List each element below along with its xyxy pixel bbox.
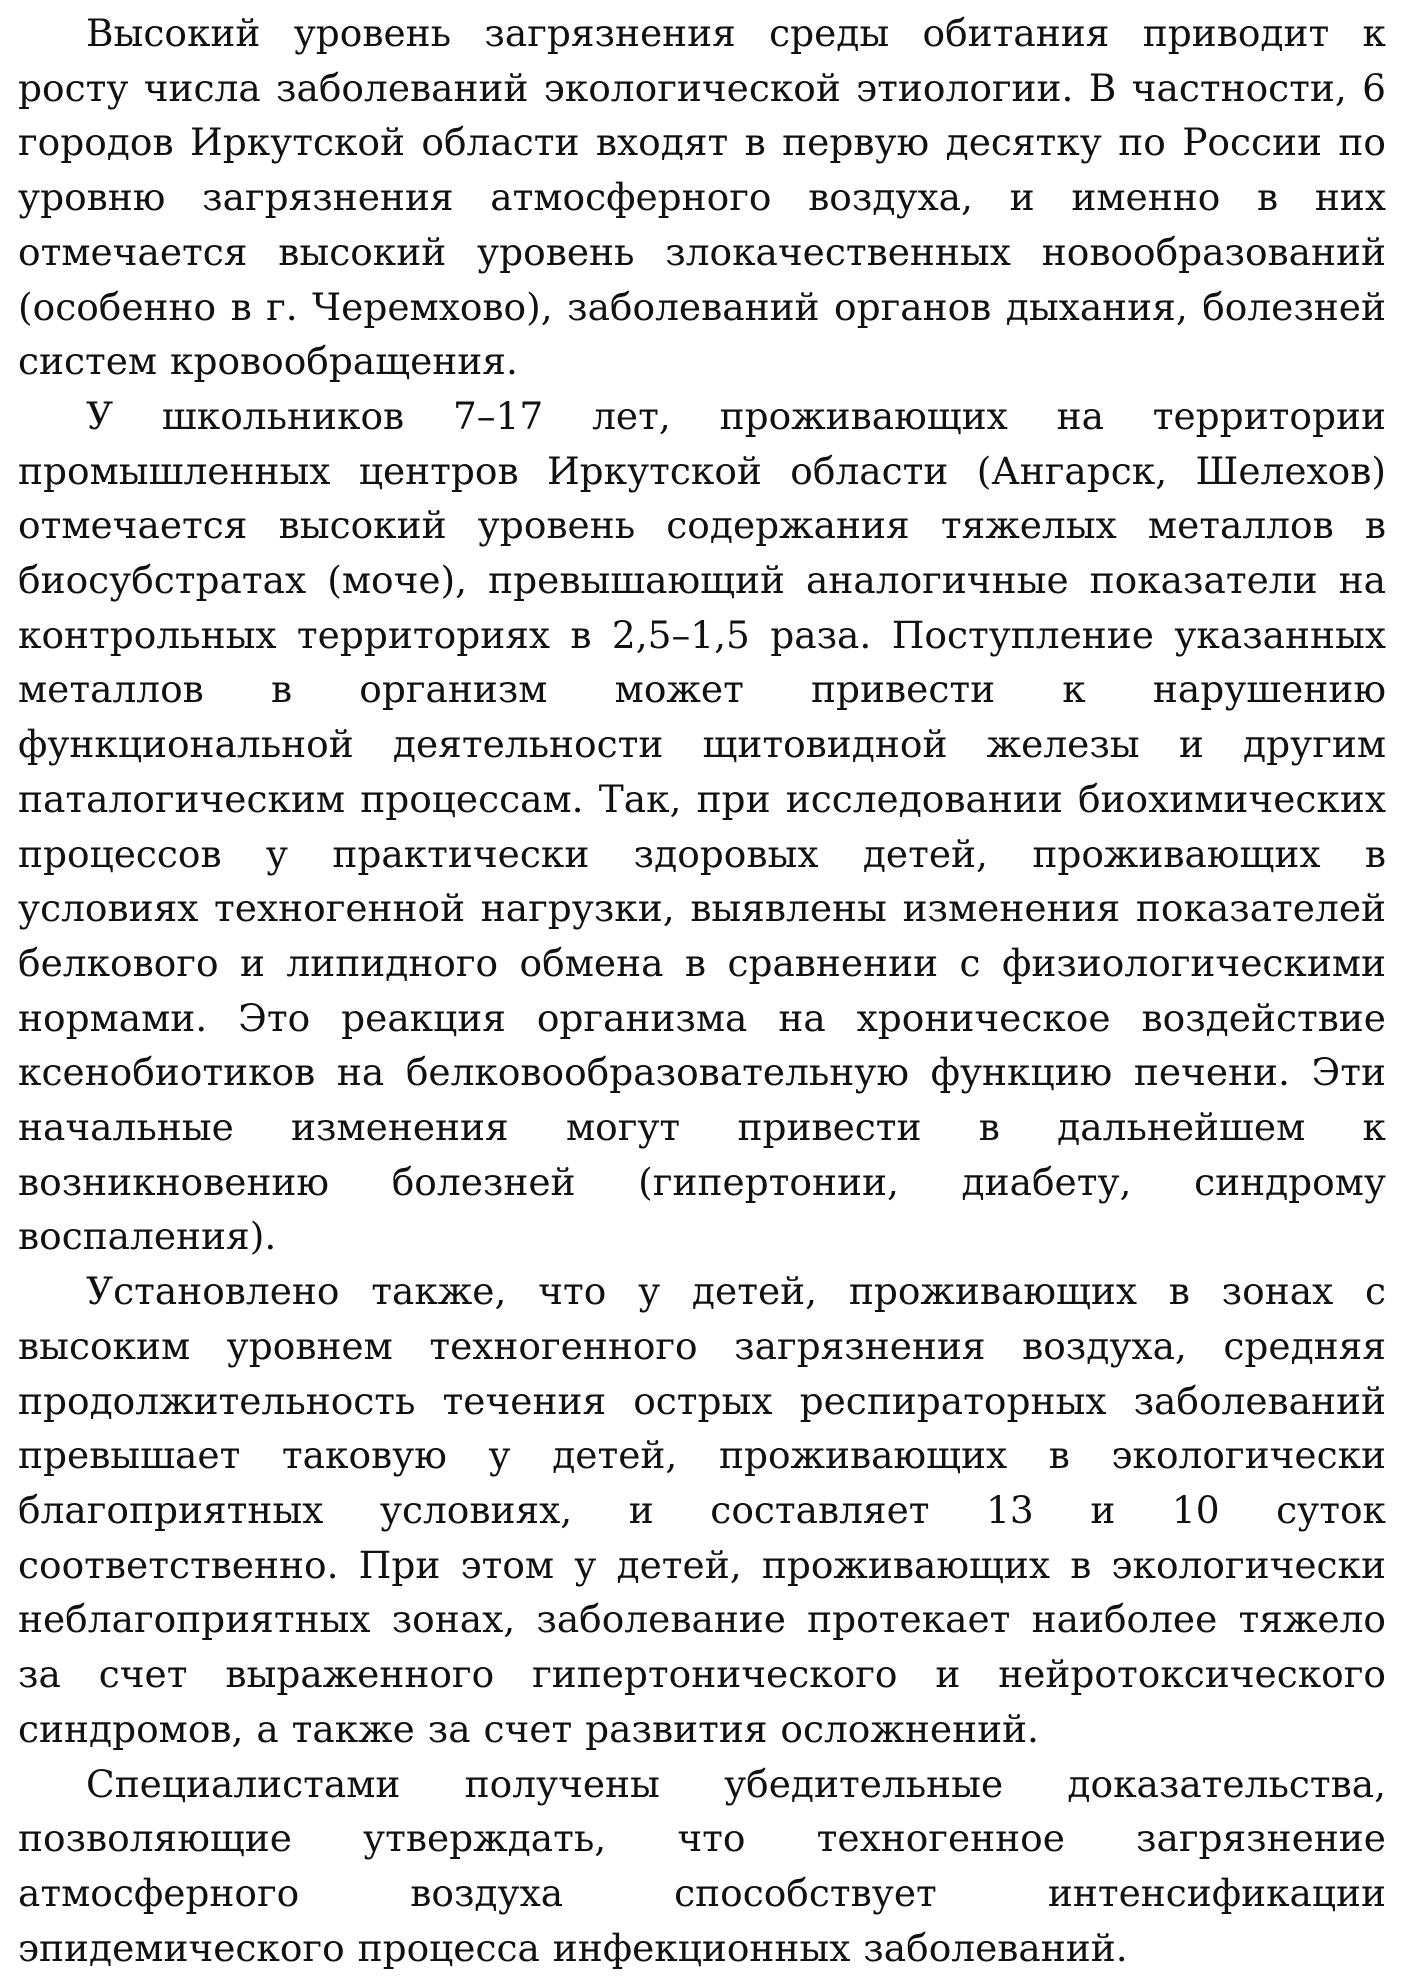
paragraph-1: Высокий уровень загрязнения среды обитания приводит к росту числа заболеваний экологической этиологии. В частности, 6 городов Иркутской области входят в первую десятку по России по уровню загрязнения атмосферного воздуха, и именно в них отмечается высокий уровень злокачественных новообразований (особенно в г. Черемхово), заболеваний органов дыхания, болезней систем кровообращения. [18, 11, 1386, 384]
paragraph-3: Установлено также, что у детей, проживающих в зонах с высоким уровнем техногенного загрязнения воздуха, средняя продолжительность течения острых респираторных заболеваний превышает таковую у детей, проживающих в экологически благоприятных условиях, и составляет 13 и 10 суток соответственно. При этом у детей, проживающих в экологически неблагоприятных зонах, заболевание протекает наиболее тяжело за счет выраженного гипертонического и нейротоксического синдромов, а также за счет развития осложнений. [18, 1269, 1386, 1751]
document-page [18, 0, 1386, 1982]
paragraph-4: Специалистами получены убедительные доказательства, позволяющие утверждать, что техногенное загрязнение атмосферного воздуха способствует интенсификации эпидемического процесса инфекционных заболеваний. [18, 1761, 1386, 1970]
paragraph-2: У школьников 7–17 лет, проживающих на территории промышленных центров Иркутской области (Ангарск, Шелехов) отмечается высокий уровень содержания тяжелых металлов в биосубстратах (моче), превышающий аналогичные показатели на контрольных территориях в 2,5–1,5 раза. Поступление указанных металлов в организм может привести к нарушению функциональной деятельности щитовидной железы и другим паталогическим процессам. Так, при исследовании биохимических процессов у практически здоровых детей, проживающих в условиях техногенной нагрузки, выявлены изменения показателей белкового и липидного обмена в сравнении с физиологическими нормами. Это реакция организма на хроническое воздействие ксенобиотиков на белковообразовательную функцию печени. Эти начальные изменения могут привести в дальнейшем к возникновению болезней (гипертонии, диабету, синдрому воспаления). [18, 393, 1386, 1259]
